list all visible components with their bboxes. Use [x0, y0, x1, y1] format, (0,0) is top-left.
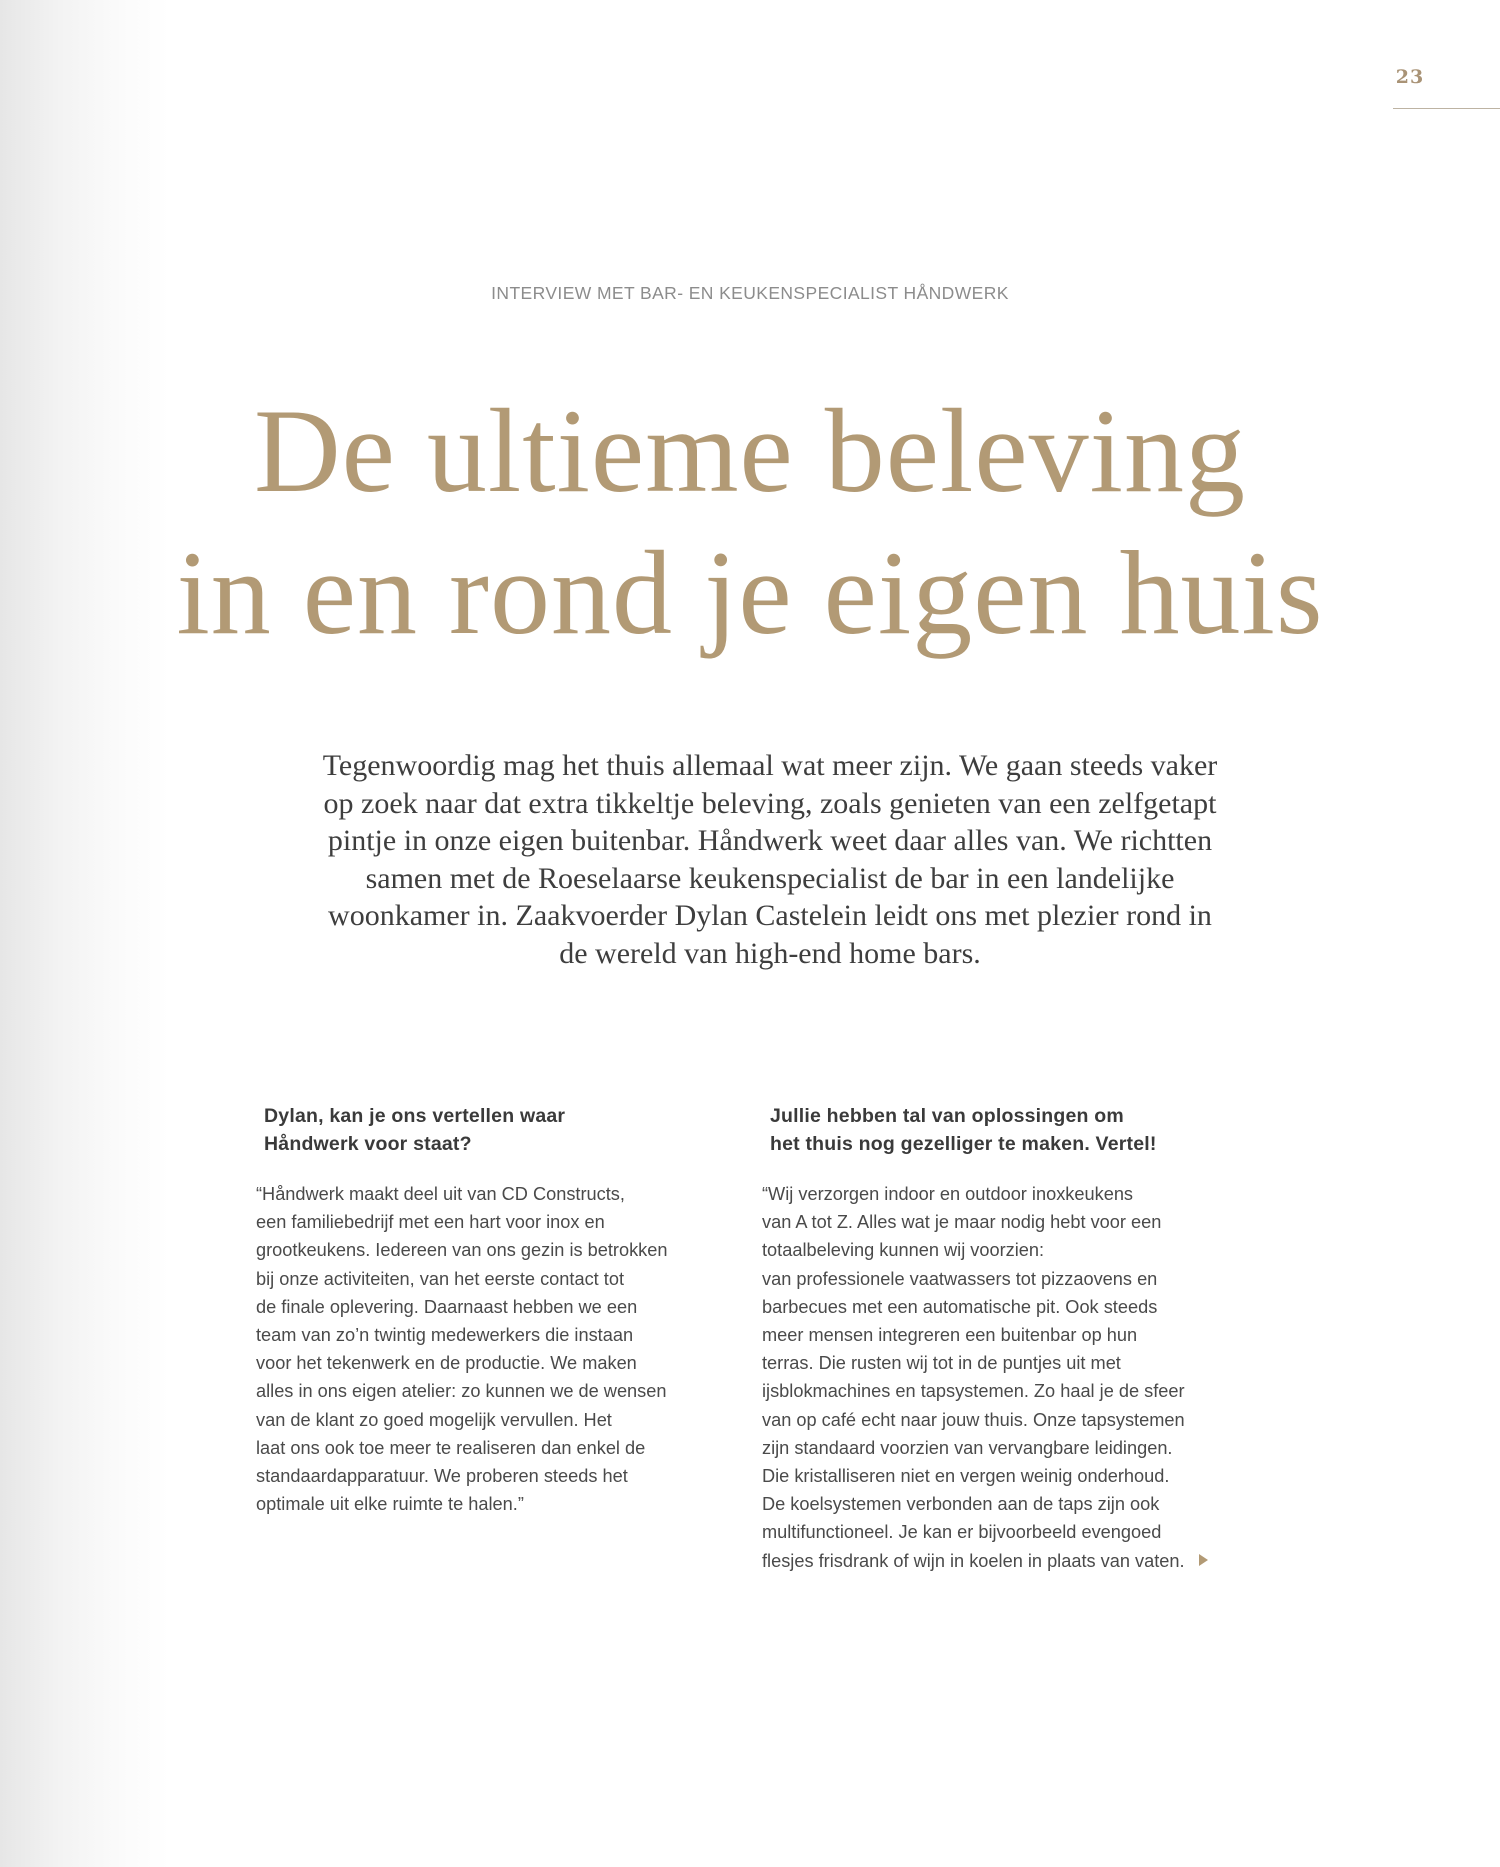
article-headline — [0, 380, 1500, 664]
headline-line-2: in en rond je eigen huis — [176, 526, 1324, 659]
interview-answer — [762, 1180, 1240, 1575]
interview-question: Jullie hebben tal van oplossingen om het thuis nog gezelliger te maken. Vertel! — [770, 1105, 1157, 1155]
article-kicker: INTERVIEW MET BAR- EN KEUKENSPECIALIST HÅNDWERK — [491, 283, 1009, 303]
page-number-rule — [1393, 108, 1500, 109]
triangle-right-icon — [1199, 1554, 1208, 1566]
headline-line-1: De ultieme beleving — [253, 384, 1246, 517]
interview-column-left — [256, 1102, 734, 1518]
article-intro: Tegenwoordig mag het thuis allemaal wat meer zijn. We gaan steeds vaker op zoek naar dat extra tikkeltje beleving, zoals genieten van een zelfgetapt pintje in onze eigen buitenbar. Håndwerk weet daar alles van. We richtten samen met de Roeselaarse keukenspecialist de bar in een landelijke woonkamer in. Zaakvoerder Dylan Castelein leidt ons met plezier rond in de wereld van high-end home bars. — [322, 749, 1218, 970]
interview-answer-text: “Wij verzorgen indoor en outdoor inoxkeukens van A tot Z. Alles wat je maar nodig hebt voor een totaalbeleving kunnen wij voorzien: van professionele vaatwassers tot pizzaovens en barbecues met een automatische pit. Ook steeds meer mensen integreren een buitenbar op hun terras. Die rusten wij tot in de puntjes uit met ijsblokmachines en tapsystemen. Zo haal je de sfeer van op café echt naar jouw thuis. Onze tapsystemen zijn standaard voorzien van vervangbare leidingen. Die kristalliseren niet en vergen weinig onderhoud. De koelsystemen verbonden aan de taps zijn ook multifunctioneel. Je kan er bijvoorbeeld evengoed flesjes frisdrank of wijn in koelen in plaats van vaten. — [762, 1184, 1185, 1571]
interview-column-right — [762, 1102, 1240, 1575]
interview-answer: “Håndwerk maakt deel uit van CD Constructs, een familiebedrijf met een hart voor inox en grootkeukens. Iedereen van ons gezin is betrokken bij onze activiteiten, van het eerste contact tot de finale oplevering. Daarnaast hebben we een team van zo’n twintig medewerkers die instaan voor het tekenwerk en de productie. We maken alles in ons eigen atelier: zo kunnen we de wensen van de klant zo goed mogelijk vervullen. Het laat ons ook toe meer te realiseren dan enkel de standaardapparatuur. We proberen steeds het optimale uit elke ruimte te halen.” — [256, 1184, 668, 1515]
interview-question: Dylan, kan je ons vertellen waar Håndwerk voor staat? — [264, 1105, 566, 1155]
page-number: 23 — [1395, 66, 1425, 88]
